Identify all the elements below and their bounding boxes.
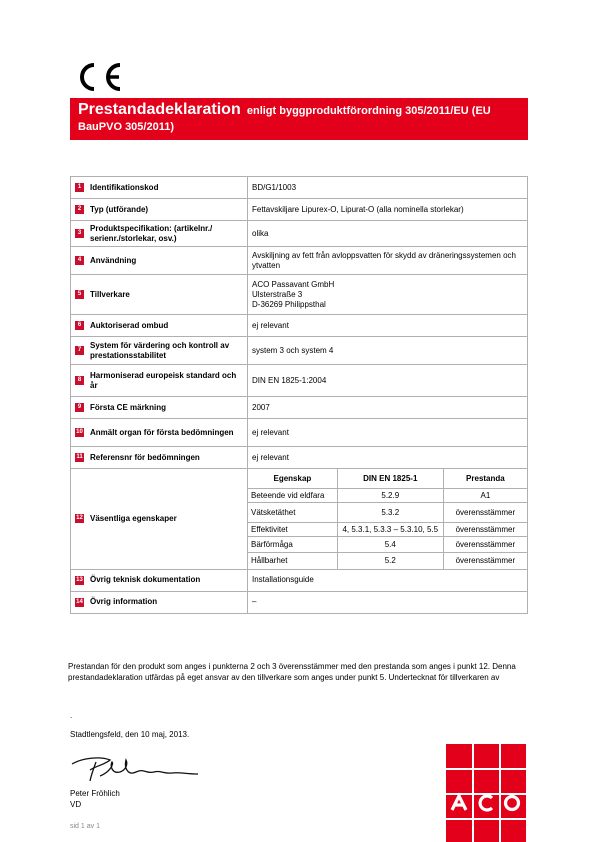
table-row — [71, 275, 528, 315]
table-row — [71, 397, 528, 419]
number-badge: 3 — [75, 229, 84, 238]
number-badge: 13 — [76, 576, 83, 583]
document-title: Prestandadeklaration — [78, 101, 241, 118]
row-value: BD/G1/1003 — [248, 177, 528, 199]
row-value: ej relevant — [248, 419, 528, 447]
table-row — [71, 247, 528, 275]
table-row — [71, 447, 528, 469]
table-row — [71, 315, 528, 337]
property-name: Effektivitet — [248, 523, 337, 537]
property-name: Hållbarhet — [248, 553, 337, 569]
property-name: Bärförmåga — [248, 537, 337, 553]
number-badge: 14 — [76, 598, 83, 605]
column-header: Prestanda — [443, 469, 527, 489]
address-line: ACO Passavant GmbH — [252, 279, 335, 289]
properties-table — [248, 469, 527, 569]
number-badge: 5 — [75, 290, 84, 299]
property-performance: A1 — [443, 489, 527, 503]
property-name: Beteende vid eldfara — [248, 489, 337, 503]
property-performance: överensstämmer — [443, 537, 527, 553]
properties-row — [248, 537, 527, 553]
address-line: D-36269 Philippsthal — [252, 299, 326, 309]
property-performance: överensstämmer — [443, 523, 527, 537]
place-date: Stadtlengsfeld, den 10 maj, 2013. — [70, 730, 190, 739]
declaration-table — [70, 176, 528, 614]
separator-dot: . — [70, 711, 73, 720]
properties-row — [248, 489, 527, 503]
table-row — [71, 337, 528, 365]
property-standard: 5.3.2 — [337, 503, 443, 523]
properties-row — [248, 503, 527, 523]
row-label: Övrig teknisk dokumentation — [90, 575, 201, 584]
table-row — [71, 469, 528, 570]
table-row — [71, 569, 528, 591]
table-row — [71, 591, 528, 613]
row-value: Avskiljning av fett från avloppsvatten för skydd av dräneringssystemen och ytvatten — [248, 247, 528, 275]
address-line: Ulsterstraße 3 — [252, 289, 303, 299]
number-badge: 12 — [76, 515, 83, 522]
row-label: System för värdering och kontroll av prestationsstabilitet — [90, 340, 230, 360]
row-value: DIN EN 1825-1:2004 — [248, 365, 528, 397]
row-value: ej relevant — [248, 315, 528, 337]
table-row — [71, 365, 528, 397]
property-standard: 5.4 — [337, 537, 443, 553]
table-row — [71, 177, 528, 199]
row-label: Övrig information — [90, 597, 158, 606]
row-label: Identifikationskod — [90, 182, 159, 192]
title-banner — [70, 98, 528, 140]
number-badge: 1 — [75, 183, 84, 192]
row-label: Första CE märkning — [90, 402, 167, 412]
row-label: Tillverkare — [90, 289, 130, 299]
page-number: sid 1 av 1 — [70, 823, 100, 830]
row-value: – — [248, 591, 528, 613]
row-value: olika — [248, 221, 528, 247]
table-row — [71, 419, 528, 447]
number-badge: 11 — [76, 454, 83, 460]
property-performance: överensstämmer — [455, 556, 516, 566]
row-label: Produktspecifikation: (artikelnr./ serienr./storlekar, osv.) — [90, 223, 213, 243]
number-badge: 6 — [75, 321, 84, 330]
row-label: Väsentliga egenskaper — [90, 513, 177, 523]
number-badge: 8 — [75, 376, 84, 385]
signer-block — [70, 788, 120, 810]
row-value: ej relevant — [248, 447, 528, 469]
row-value: Installationsguide — [248, 569, 528, 591]
column-header: DIN EN 1825-1 — [337, 469, 443, 489]
properties-row — [248, 523, 527, 537]
row-label: Typ (utförande) — [90, 204, 149, 214]
table-row — [71, 221, 528, 247]
aco-logo — [446, 744, 526, 842]
row-label: Referensnr för bedömningen — [90, 452, 200, 462]
number-badge: 2 — [75, 205, 84, 214]
signature-image — [66, 750, 216, 784]
property-performance: överensstämmer — [443, 503, 527, 523]
properties-header-row — [248, 469, 527, 489]
signer-name: Peter Fröhlich — [70, 789, 120, 798]
document-subtitle: enligt byggproduktförordning 305/2011/EU (EU BauPVO 305/2011) — [78, 105, 491, 133]
row-label: Harmoniserad europeisk standard och år — [90, 370, 237, 390]
property-standard: 4, 5.3.1, 5.3.3 – 5.3.10, 5.5 — [337, 523, 443, 537]
number-badge: 4 — [75, 256, 84, 265]
property-standard: 5.2.9 — [337, 489, 443, 503]
ce-mark-logo — [80, 62, 130, 92]
row-label: Användning — [90, 255, 137, 265]
properties-row — [248, 553, 527, 569]
signer-title: VD — [70, 800, 82, 809]
number-badge: 7 — [75, 346, 84, 355]
row-label: Anmält organ för första bedömningen — [90, 427, 234, 437]
row-value: Fettavskiljare Lipurex-O, Lipurat-O (alla nominella storlekar) — [248, 199, 528, 221]
property-standard: 5.2 — [337, 553, 443, 569]
number-badge: 9 — [75, 403, 84, 412]
column-header: Egenskap — [248, 469, 337, 489]
table-row — [71, 199, 528, 221]
row-label: Auktoriserad ombud — [90, 320, 169, 330]
row-value: system 3 och system 4 — [248, 337, 528, 365]
row-value: 2007 — [248, 397, 528, 419]
property-name: Vätsketäthet — [248, 503, 337, 523]
conformity-statement: Prestandan för den produkt som anges i punkterna 2 och 3 överensstämmer med den prestanda som anges i punkt 12. Denna prestandadeklaration utfärdas på eget ansvar av den tillverkare som anges under punkt 5. Undertecknat för tillverkaren av — [68, 662, 516, 682]
number-badge: 10 — [76, 429, 83, 435]
manufacturer-address — [248, 275, 528, 315]
